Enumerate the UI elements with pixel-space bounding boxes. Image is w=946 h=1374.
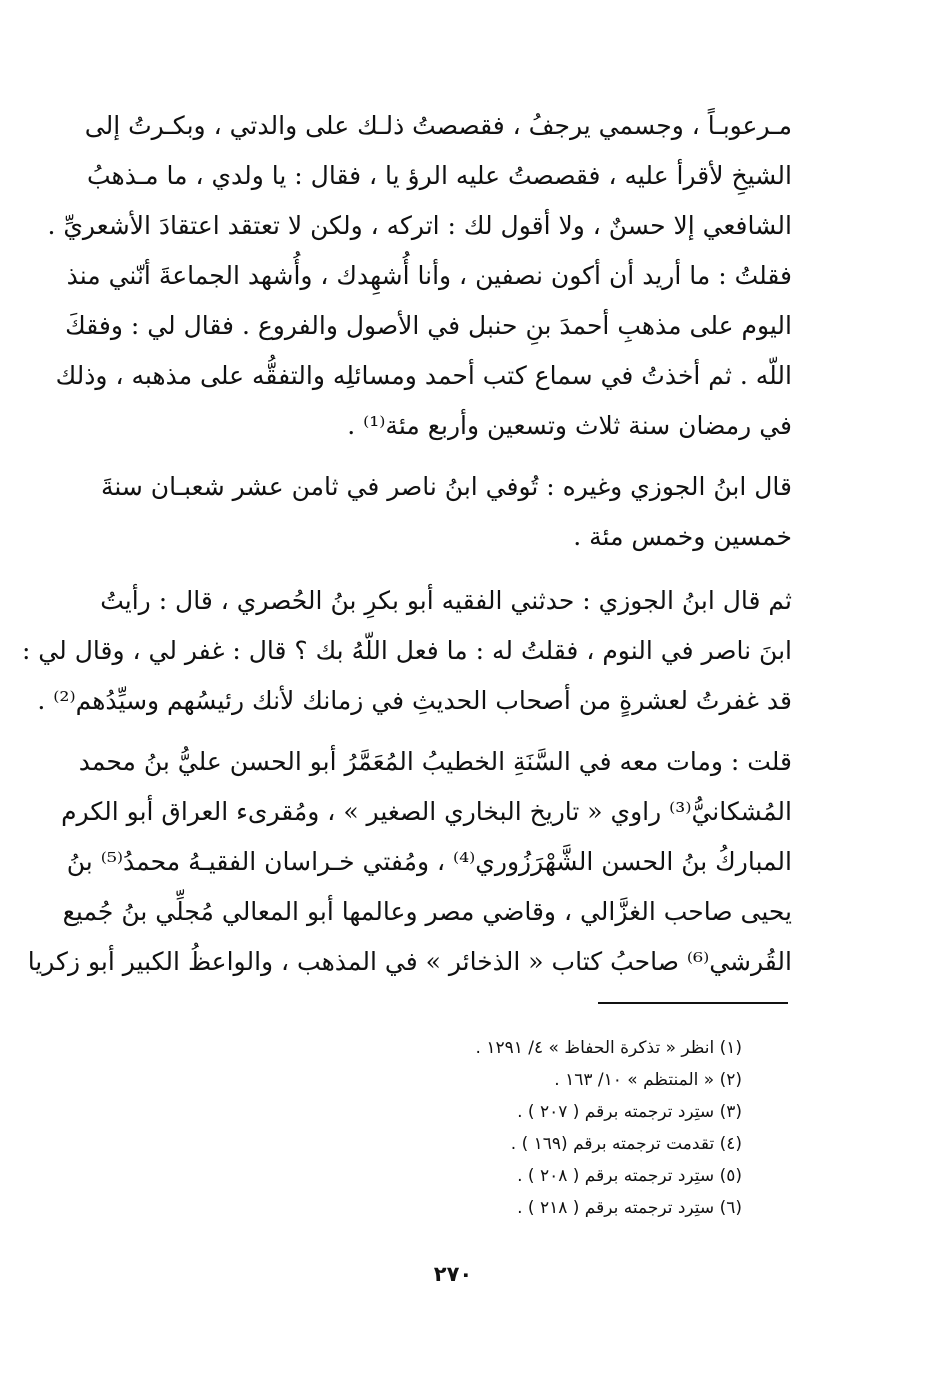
footnotes	[300, 1032, 742, 1224]
text-line: يحيى صاحب الغزَّالي ، وقاضي مصر وعالمها أبو المعالي مُجلِّي بنُ جُميع	[62, 897, 792, 926]
text-line: في رمضان سنة ثلاث وتسعين وأربع مئة⁽¹⁾ .	[347, 411, 792, 440]
paragraph-3	[21, 576, 792, 726]
text-line: فقلتُ : ما أريد أن أكون نصفين ، وأنا أُشهِدك ، وأُشهد الجماعةَ أنّني منذ	[66, 261, 792, 290]
footnote-3: (٣) ستِرد ترجمته برقم ( ٢٠٧ ) .	[517, 1102, 742, 1122]
text-line: المُشكانيُّ⁽³⁾ راوي « تاريخ البخاري الصغير » ، ومُقرىء العراق أبو الكرم	[61, 797, 792, 826]
text-line: الشيخِ لأقرأ عليه ، فقصصتُ عليه الرؤ يا ، فقال : يا ولدي ، ما مـذهبُ	[86, 161, 792, 190]
footnote-5: (٥) ستِرد ترجمته برقم ( ٢٠٨ ) .	[517, 1166, 742, 1186]
text-line: خمسين وخمس مئة .	[573, 522, 792, 551]
paragraph-2	[100, 462, 792, 562]
paragraph-1	[47, 101, 792, 451]
text-line: قلت : ومات معه في السَّنَةِ الخطيبُ المُعَمَّرُ أبو الحسن عليُّ بنُ محمد	[78, 747, 792, 776]
paragraph-4	[27, 737, 792, 987]
text-line: مـرعوبـاً ، وجسمي يرجفُ ، فقصصتُ ذلـك على والدتي ، وبكـرتُ إلى	[84, 111, 792, 140]
footnote-2: (٢) « المنتظم » ١٠/ ١٦٣ .	[554, 1070, 742, 1090]
text-line: المباركُ بنُ الحسن الشَّهْرَزُوري⁽⁴⁾ ، ومُفتي خـراسان الفقيـهُ محمدُ⁽⁵⁾ بنُ	[66, 847, 792, 876]
footnote-4: (٤) تقدمت ترجمته برقم (١٦٩ ) .	[510, 1134, 742, 1154]
footnote-1: (١) انظر « تذكرة الحفاظ » ٤/ ١٢٩١ .	[475, 1038, 742, 1058]
footnote-divider	[598, 1002, 788, 1004]
text-line: قد غفرتُ لعشرةٍ من أصحاب الحديثِ في زمانك لأنك رئيسُهم وسيِّدُهم⁽²⁾ .	[37, 686, 792, 715]
text-line: الشافعي إلا حسنٌ ، ولا أقول لك : اتركه ، ولكن لا تعتقد اعتقادَ الأشعريِّ .	[47, 211, 792, 240]
text-line: اليوم على مذهبِ أحمدَ بنِ حنبل في الأصول والفروع . فقال لي : وفقكَ	[65, 311, 792, 340]
text-line: ابنَ ناصر في النوم ، فقلتُ له : ما فعل اللّهُ بك ؟ قال : غفر لي ، وقال لي :	[21, 636, 792, 665]
page-number: ٢٧٠	[433, 1262, 473, 1286]
text-line: القُرشي⁽⁶⁾ صاحبُ كتاب « الذخائر » في المذهب ، والواعظُ الكبير أبو زكريا	[27, 947, 792, 976]
footnote-6: (٦) ستِرد ترجمته برقم ( ٢١٨ ) .	[517, 1198, 742, 1218]
text-line: قال ابنُ الجوزي وغيره : تُوفي ابنُ ناصر في ثامن عشر شعبـان سنةَ	[100, 472, 792, 501]
text-line: اللّه . ثم أخذتُ في سماع كتب أحمد ومسائلِه والتفقُّه على مذهبه ، وذلك	[55, 361, 792, 390]
text-line: ثم قال ابنُ الجوزي : حدثني الفقيه أبو بكرِ بنُ الحُصري ، قال : رأيتُ	[100, 586, 792, 615]
